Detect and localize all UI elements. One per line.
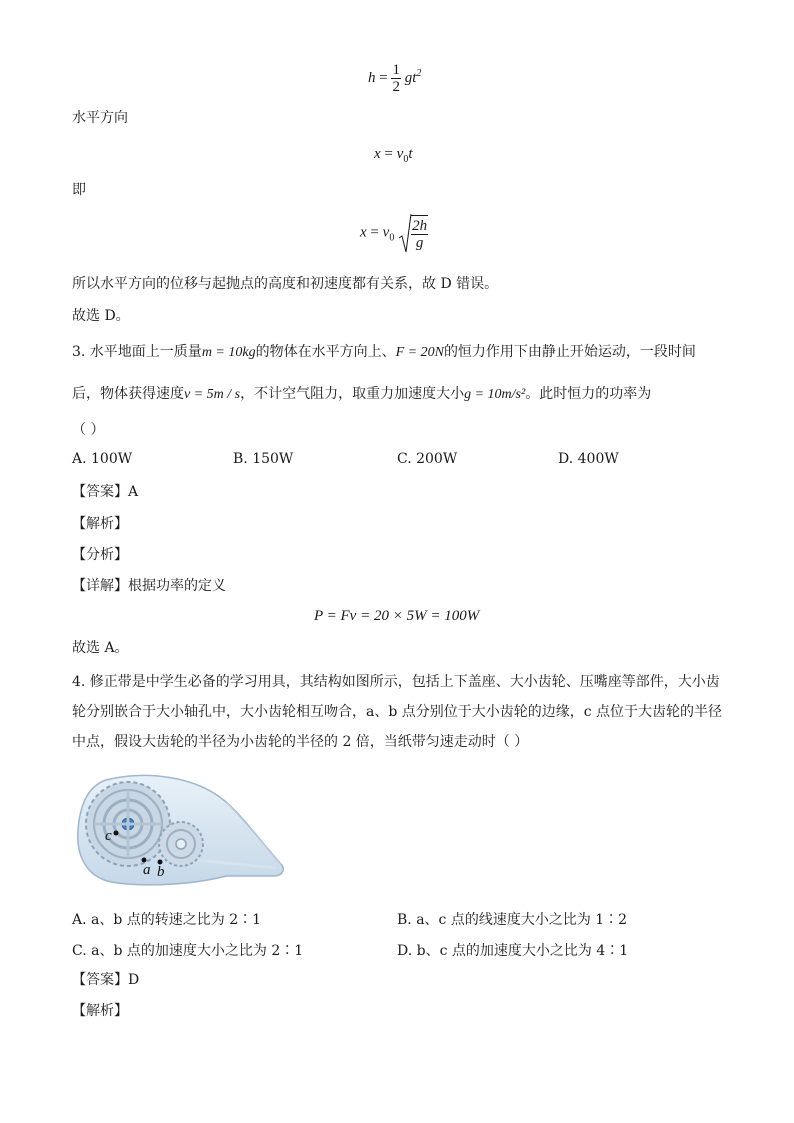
q3-answer: 【答案】A <box>72 484 139 500</box>
q4-stem-line2: 轮分别嵌合于大小轴孔中，大小齿轮相互吻合，a、b 点分别位于大小齿轮的边缘，c 点位于大齿轮的半径 <box>72 704 723 720</box>
q3-stem-line2 <box>72 384 651 405</box>
q4-option-c: C. a、b 点的加速度大小之比为 2∶1 <box>72 943 304 959</box>
text-conclusion: 所以水平方向的位移与起抛点的高度和初速度都有关系，故 D 错误。 <box>72 276 499 292</box>
q3-power-formula: P = Fv = 20 × 5W = 100W <box>314 608 480 624</box>
q3-gravity: g = 10m/s² <box>464 387 526 402</box>
equation-height: h = $\frac{1}{2}$ $gt^2$ <box>368 62 422 95</box>
small-gear-icon <box>159 822 203 866</box>
text-ji: 即 <box>72 182 86 198</box>
eq1-exp: 2 <box>416 67 422 79</box>
eq2-tail: t <box>408 146 413 162</box>
q3-answer-paren: （ ） <box>72 422 105 438</box>
eq3-lhs: x <box>360 224 367 241</box>
text-choose-d: 故选 D。 <box>72 308 130 324</box>
eq1-fraction <box>391 62 401 95</box>
q4-option-a: A. a、b 点的转速之比为 2∶1 <box>72 912 262 928</box>
q3-option-d: D. 400W <box>558 451 619 467</box>
q4-stem-line3: 中点，假设大齿轮的半径为小齿轮的半径的 2 倍，当纸带匀速走动时（ ） <box>72 734 529 750</box>
q3-line1-b: 的物体在水平方向上、 <box>255 344 396 360</box>
eq1-den: 2 <box>392 79 400 95</box>
q3-analysis-heading: 【解析】 <box>72 516 128 532</box>
q4-stem-line1: 4. 修正带是中学生必备的学习用具，其结构如图所示，包括上下盖座、大小齿轮、压嘴座等部件，大小齿 <box>72 674 720 690</box>
q4-answer: 【答案】D <box>72 972 140 988</box>
q3-line1-c: 的恒力作用下由静止开始运动，一段时间 <box>443 344 696 360</box>
eq1-lhs: h <box>368 69 376 86</box>
eq2-v: v <box>396 146 404 162</box>
eq3-v: v <box>382 224 390 241</box>
eq3-sub: 0 <box>389 232 395 244</box>
q3-option-a: A. 100W <box>72 451 133 467</box>
q3-stem-line1 <box>72 342 696 363</box>
q3-fenxi-heading: 【分析】 <box>72 547 128 563</box>
q3-option-c: C. 200W <box>397 451 458 467</box>
q3-line1-a: 3. 水平地面上一质量 <box>72 344 202 360</box>
eq3-num: 2h <box>412 218 428 234</box>
large-gear-icon <box>86 782 170 866</box>
eq2-sub: 0 <box>403 154 409 165</box>
label-a: a <box>143 862 151 878</box>
q3-detail: 【详解】根据功率的定义 <box>72 578 226 594</box>
equation-horizontal-displacement: $x = v_0t$ <box>374 146 413 165</box>
eq3-den: g <box>415 235 424 251</box>
q4-option-b: B. a、c 点的线速度大小之比为 1∶2 <box>397 912 628 928</box>
text-horizontal: 水平方向 <box>72 110 128 126</box>
q4-option-d: D. b、c 点的加速度大小之比为 4∶1 <box>397 943 629 959</box>
label-c: c <box>105 828 112 844</box>
q3-mass: m = 10kg <box>201 345 256 360</box>
q4-analysis-heading: 【解析】 <box>72 1003 128 1019</box>
sqrt-symbol <box>398 212 428 254</box>
correction-tape-figure <box>76 772 286 890</box>
q3-option-b: B. 150W <box>233 451 294 467</box>
eq2-lhs: x <box>374 146 381 162</box>
q3-line2-c: 。此时恒力的功率为 <box>525 386 652 402</box>
eq1-tail: gt <box>404 69 417 86</box>
eq1-num: 1 <box>392 62 400 78</box>
q3-force: F = 20N <box>395 345 444 360</box>
q3-velocity: v = 5m / s <box>184 387 241 402</box>
equation-displacement-sqrt: $x = v_0$ $\frac{2h}{g}$ <box>360 212 428 254</box>
point-c <box>114 831 119 836</box>
q3-choose: 故选 A。 <box>72 640 129 656</box>
q3-line2-a: 后，物体获得速度 <box>72 386 184 402</box>
label-b: b <box>157 864 165 880</box>
q3-line2-b: ，不计空气阻力，取重力加速度大小 <box>240 386 465 402</box>
